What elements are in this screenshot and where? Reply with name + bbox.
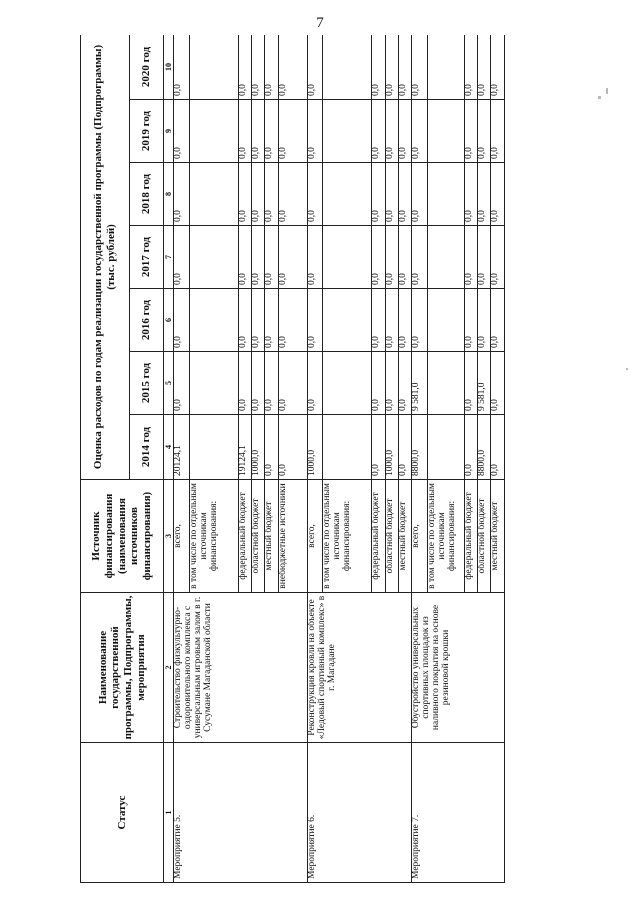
value-cell: 0,0 [265,35,278,100]
value-cell: 0,0 [399,415,412,480]
value-cell: 0,0 [491,289,505,352]
funding-source-cell: областной бюджет [385,480,398,593]
value-cell: 0,0 [464,35,477,100]
funding-source-cell: местный бюджет [265,480,278,593]
value-cell: 0,0 [399,226,412,289]
funding-source-cell: областной бюджет [251,480,264,593]
value-cell: 0,0 [399,289,412,352]
value-cell [189,352,238,415]
table-row [174,35,190,883]
funding-source-cell: областной бюджет [478,480,491,593]
value-cell: 0,0 [412,226,428,289]
value-cell: 0,0 [412,100,428,163]
value-cell: 0,0 [307,163,323,226]
value-cell [323,226,372,289]
value-cell: 0,0 [412,35,428,100]
value-cell: 0,0 [372,100,385,163]
funding-source-cell: всего, [174,480,190,593]
page-number: 7 [316,15,324,31]
rotated-table-container [80,35,505,883]
value-cell: 0,0 [174,226,190,289]
budget-table-area [80,35,505,883]
column-number: 2 [164,593,174,743]
value-cell: 0,0 [385,289,398,352]
column-number: 6 [164,289,174,352]
value-cell: 0,0 [174,289,190,352]
budget-estimate-table [80,35,505,883]
column-number: 3 [164,480,174,593]
header-year: 2018 год [130,163,164,226]
funding-source-cell: внебюджетные источники [278,480,307,593]
column-number: 7 [164,226,174,289]
value-cell: 0,0 [278,226,307,289]
column-number: 8 [164,163,174,226]
funding-source-cell: в том числе по отдельным источникам финансирования: [189,480,238,593]
value-cell [323,163,372,226]
funding-source-cell: местный бюджет [399,480,412,593]
value-cell: 0,0 [372,415,385,480]
value-cell: 0,0 [265,289,278,352]
value-cell: 20124,1 [174,415,190,480]
value-cell [189,35,238,100]
value-cell: 0,0 [238,35,251,100]
value-cell [427,163,464,226]
value-cell: 0,0 [491,35,505,100]
value-cell: 0,0 [174,352,190,415]
column-number: 5 [164,352,174,415]
header-year: 2017 год [130,226,164,289]
value-cell: 0,0 [251,226,264,289]
scan-speck [626,368,628,370]
value-cell [427,35,464,100]
header-year: 2019 год [130,100,164,163]
header-status: Статус [81,743,164,883]
value-cell: 0,0 [251,289,264,352]
value-cell: 0,0 [265,100,278,163]
measure-name-cell: Строительство физкультурно-оздоровительного комплекса с универсальным игровым залом в г. Сусумане Магаданской области [174,593,308,743]
value-cell: 0,0 [265,226,278,289]
funding-source-cell: федеральный бюджет [238,480,251,593]
value-cell: 0,0 [372,226,385,289]
value-cell: 19124,1 [238,415,251,480]
status-cell: Мероприятие 6. [307,743,412,883]
value-cell: 0,0 [464,163,477,226]
value-cell: 0,0 [399,100,412,163]
value-cell [427,289,464,352]
measure-name-cell: Обустройство универсальных спортивных площадок из наливного покрытия на основе резиновой крошки [412,593,505,743]
value-cell: 0,0 [412,163,428,226]
funding-source-cell: всего, [307,480,323,593]
value-cell [189,100,238,163]
value-cell: 0,0 [478,100,491,163]
funding-source-cell: федеральный бюджет [464,480,477,593]
value-cell: 0,0 [307,226,323,289]
value-cell: 0,0 [307,352,323,415]
value-cell: 0,0 [238,226,251,289]
value-cell: 0,0 [238,289,251,352]
value-cell: 0,0 [251,35,264,100]
value-cell: 0,0 [278,289,307,352]
value-cell: 0,0 [238,352,251,415]
value-cell [189,289,238,352]
header-name: Наименование государственной программы, Подпрограммы, мероприятия [81,593,164,743]
value-cell [323,289,372,352]
header-year: 2016 год [130,289,164,352]
value-cell: 0,0 [238,163,251,226]
value-cell [323,35,372,100]
value-cell: 0,0 [385,163,398,226]
value-cell: 0,0 [251,100,264,163]
funding-source-cell: федеральный бюджет [372,480,385,593]
value-cell: 9 581,0 [478,352,491,415]
scan-speck [606,88,608,94]
value-cell: 0,0 [174,163,190,226]
value-cell: 0,0 [491,163,505,226]
value-cell: 0,0 [464,415,477,480]
value-cell: 0,0 [278,100,307,163]
value-cell: 0,0 [265,352,278,415]
value-cell: 9 581,0 [412,352,428,415]
value-cell: 0,0 [307,100,323,163]
value-cell: 0,0 [478,35,491,100]
value-cell: 0,0 [385,226,398,289]
header-source: Источник финансирования (наименования источников финансирования) [81,480,164,593]
value-cell: 0,0 [491,100,505,163]
value-cell [323,352,372,415]
value-cell: 0,0 [372,289,385,352]
value-cell: 0,0 [307,289,323,352]
value-cell: 0,0 [464,226,477,289]
value-cell [323,100,372,163]
value-cell: 0,0 [412,289,428,352]
value-cell: 0,0 [307,35,323,100]
value-cell [189,163,238,226]
value-cell: 0,0 [278,352,307,415]
value-cell: 0,0 [491,415,505,480]
value-cell [427,226,464,289]
value-cell: 1000,0 [385,415,398,480]
value-cell: 0,0 [265,163,278,226]
table-row [307,35,323,883]
value-cell: 0,0 [251,352,264,415]
value-cell: 8800,0 [412,415,428,480]
value-cell: 1000,0 [251,415,264,480]
value-cell: 8800,0 [478,415,491,480]
measure-name-cell: Реконструкция кровли на объекте «Ледовый спортивный комплекс» в г. Магадане [307,593,412,743]
value-cell [323,415,372,480]
value-cell: 0,0 [399,35,412,100]
value-cell: 0,0 [278,415,307,480]
value-cell: 0,0 [399,163,412,226]
value-cell [427,352,464,415]
value-cell: 0,0 [372,352,385,415]
column-number: 1 [164,743,174,883]
value-cell [189,415,238,480]
status-cell: Мероприятие 5. [174,743,308,883]
header-year: 2014 год [130,415,164,480]
value-cell: 0,0 [478,163,491,226]
value-cell: 0,0 [478,226,491,289]
funding-source-cell: в том числе по отдельным источникам финансирования: [427,480,464,593]
value-cell [427,100,464,163]
column-number: 9 [164,100,174,163]
value-cell: 0,0 [478,289,491,352]
value-cell: 0,0 [238,100,251,163]
funding-source-cell: в том числе по отдельным источникам финансирования: [323,480,372,593]
value-cell: 0,0 [399,352,412,415]
value-cell: 0,0 [265,415,278,480]
funding-source-cell: местный бюджет [491,480,505,593]
value-cell: 0,0 [385,35,398,100]
value-cell: 0,0 [372,35,385,100]
status-cell: Мероприятие 7. [412,743,505,883]
header-year: 2020 год [130,35,164,100]
funding-source-cell: всего, [412,480,428,593]
value-cell [427,415,464,480]
value-cell: 0,0 [385,100,398,163]
column-number: 10 [164,35,174,100]
value-cell: 0,0 [385,352,398,415]
value-cell: 1000,0 [307,415,323,480]
header-year: 2015 год [130,352,164,415]
column-number: 4 [164,415,174,480]
value-cell: 0,0 [174,35,190,100]
scan-speck [598,96,601,99]
value-cell: 0,0 [464,352,477,415]
value-cell: 0,0 [278,163,307,226]
value-cell [189,226,238,289]
value-cell: 0,0 [251,163,264,226]
value-cell: 0,0 [491,352,505,415]
value-cell: 0,0 [464,100,477,163]
header-estimate: Оценка расходов по годам реализации государственной программы (Подпрограммы) (тыс. рублей) [81,35,130,480]
value-cell: 0,0 [278,35,307,100]
value-cell: 0,0 [491,226,505,289]
value-cell: 0,0 [372,163,385,226]
value-cell: 0,0 [464,289,477,352]
value-cell: 0,0 [174,100,190,163]
table-row [412,35,428,883]
